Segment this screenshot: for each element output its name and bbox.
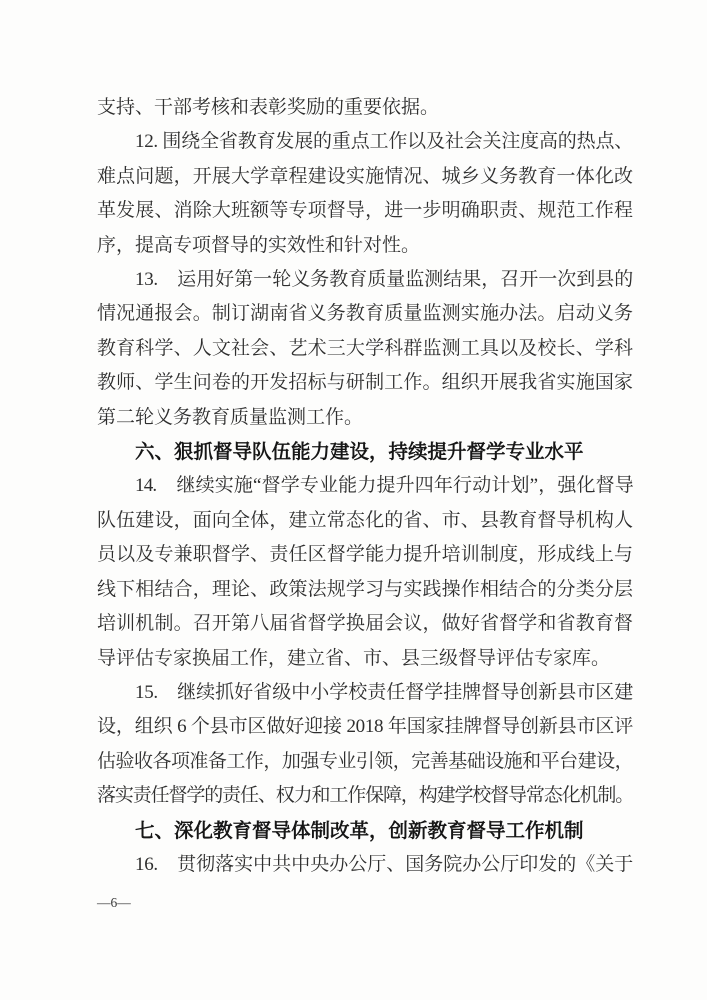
text-line: 第二轮义务教育质量监测工作。 xyxy=(97,406,364,428)
text-line: 导评估专家换届工作，建立省、市、县三级督导评估专家库。 xyxy=(97,647,611,669)
paragraph-continuation xyxy=(97,91,633,125)
section-heading-text: 七、深化教育督导体制改革，创新教育督导工作机制 xyxy=(135,819,584,842)
paragraph-item-13 xyxy=(97,263,633,435)
section-heading-text: 六、狠抓督导队伍能力建设，持续提升督学专业水平 xyxy=(135,441,584,464)
paragraph-item-12 xyxy=(97,125,633,263)
paragraph-item-16 xyxy=(97,848,633,882)
text-line: 革发展、消除大班额等专项督导，进一步明确职责、规范工作程 xyxy=(97,200,633,222)
text-line: 设，组织 6 个县市区做好迎接 2018 年国家挂牌督导创新县市区评 xyxy=(97,716,633,738)
text-line: 13. 运用好第一轮义务教育质量监测结果，召开一次到县的 xyxy=(135,269,633,291)
text-line: 培训机制。召开第八届省督学换届会议，做好省督学和省教育督 xyxy=(97,613,633,635)
text-line: 支持、干部考核和表彰奖励的重要依据。 xyxy=(97,97,440,118)
text-line: 员以及专兼职督学、责任区督学能力提升培训制度，形成线上与 xyxy=(97,544,633,566)
paragraph-item-14 xyxy=(97,469,633,675)
text-line: 情况通报会。制订湖南省义务教育质量监测实施办法。启动义务 xyxy=(97,303,633,325)
text-line: 14. 继续实施“督学专业能力提升四年行动计划”，强化督导 xyxy=(135,475,633,497)
text-line: 估验收各项准备工作，加强专业引领，完善基础设施和平台建设， xyxy=(97,750,633,772)
section-heading-7 xyxy=(97,814,633,848)
text-line: 12. 围绕全省教育发展的重点工作以及社会关注度高的热点、 xyxy=(135,131,633,153)
document-body xyxy=(97,91,633,882)
text-line: 落实责任督学的责任、权力和工作保障，构建学校督导常态化机制。 xyxy=(97,785,633,807)
text-line: 难点问题，开展大学章程建设实施情况、城乡义务教育一体化改 xyxy=(97,165,633,187)
text-line: 16. 贯彻落实中共中央办公厅、国务院办公厅印发的《关于 xyxy=(135,853,633,875)
section-heading-6 xyxy=(97,435,633,469)
text-line: 15. 继续抓好省级中小学校责任督学挂牌督导创新县市区建 xyxy=(135,681,633,703)
paragraph-item-15 xyxy=(97,676,633,814)
text-line: 序，提高专项督导的实效性和针对性。 xyxy=(97,234,421,256)
text-line: 线下相结合，理论、政策法规学习与实践操作相结合的分类分层 xyxy=(97,578,633,600)
text-line: 队伍建设，面向全体，建立常态化的省、市、县教育督导机构人 xyxy=(97,509,633,531)
text-line: 教育科学、人文社会、艺术三大学科群监测工具以及校长、学科 xyxy=(97,337,633,359)
page-number: —6— xyxy=(97,895,131,910)
text-line: 教师、学生问卷的开发招标与研制工作。组织开展我省实施国家 xyxy=(97,372,633,394)
